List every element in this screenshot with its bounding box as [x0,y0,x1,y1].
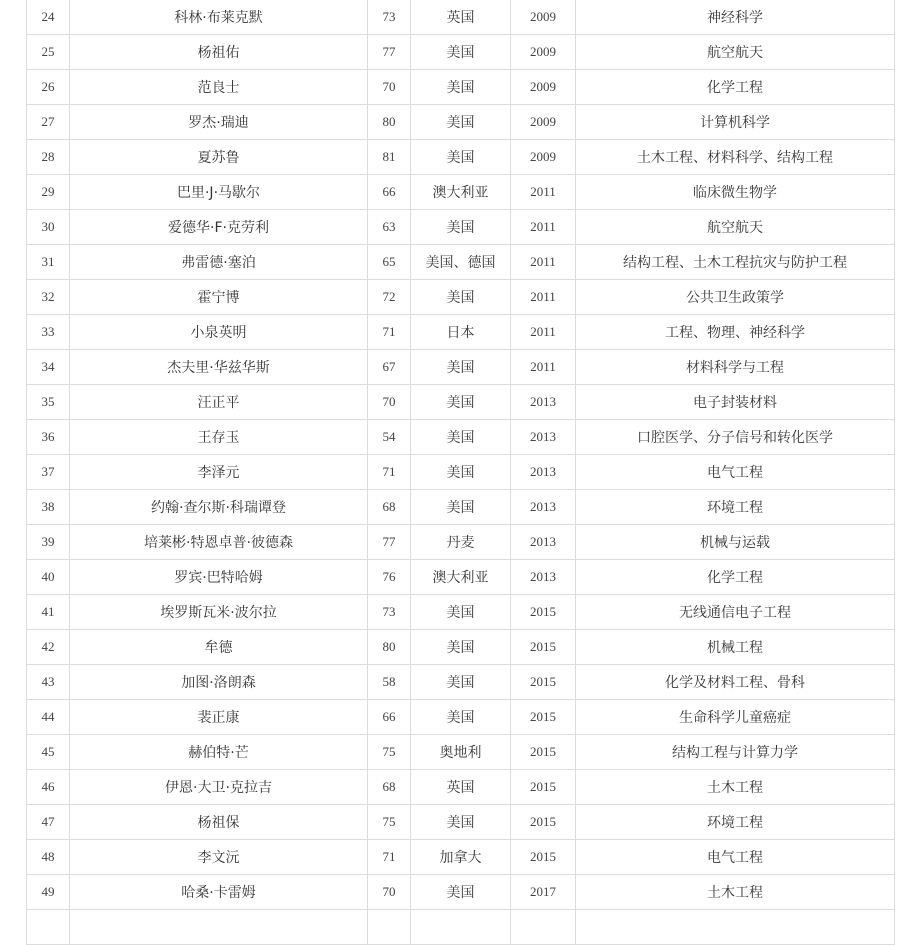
age-cell: 81 [368,140,411,175]
field-cell: 化学工程 [576,70,895,105]
name-cell: 汪正平 [70,385,368,420]
row-index-cell: 46 [27,770,70,805]
row-index-cell: 26 [27,70,70,105]
row-index-cell: 37 [27,455,70,490]
name-cell: 哈桑·卡雷姆 [70,875,368,910]
year-cell: 2009 [511,35,576,70]
country-cell: 美国 [411,700,511,735]
year-cell: 2015 [511,805,576,840]
age-cell: 70 [368,875,411,910]
country-cell: 美国 [411,805,511,840]
row-index-cell: 45 [27,735,70,770]
country-cell: 美国 [411,420,511,455]
field-cell: 土木工程 [576,770,895,805]
year-cell: 2015 [511,595,576,630]
year-cell: 2011 [511,210,576,245]
field-cell: 化学工程 [576,560,895,595]
year-cell: 2013 [511,420,576,455]
name-cell: 罗杰·瑞迪 [70,105,368,140]
name-cell: 范良士 [70,70,368,105]
field-cell: 机械工程 [576,630,895,665]
row-index-cell: 36 [27,420,70,455]
country-cell: 美国 [411,140,511,175]
age-cell: 80 [368,105,411,140]
name-cell: 巴里·J·马歇尔 [70,175,368,210]
year-cell: 2011 [511,350,576,385]
age-cell: 58 [368,665,411,700]
field-cell: 电子封装材料 [576,385,895,420]
year-cell: 2009 [511,0,576,35]
country-cell: 美国 [411,875,511,910]
year-cell: 2015 [511,840,576,875]
field-cell: 口腔医学、分子信号和转化医学 [576,420,895,455]
age-cell: 54 [368,420,411,455]
row-index-cell: 32 [27,280,70,315]
country-cell: 美国、德国 [411,245,511,280]
name-cell: 弗雷德·塞泊 [70,245,368,280]
table-row [27,420,895,455]
field-cell: 工程、物理、神经科学 [576,315,895,350]
name-cell: 李泽元 [70,455,368,490]
row-index-cell: 44 [27,700,70,735]
table-row [27,630,895,665]
field-cell: 生命科学儿童癌症 [576,700,895,735]
name-cell: 伊恩·大卫·克拉吉 [70,770,368,805]
name-cell: 杰夫里·华兹华斯 [70,350,368,385]
name-cell: 小泉英明 [70,315,368,350]
academicians-table [26,0,895,945]
name-cell: 王存玉 [70,420,368,455]
year-cell: 2015 [511,630,576,665]
year-cell: 2015 [511,735,576,770]
country-cell: 奥地利 [411,735,511,770]
table-row [27,805,895,840]
year-cell: 2013 [511,490,576,525]
age-cell: 66 [368,175,411,210]
row-index-cell: 33 [27,315,70,350]
country-cell: 美国 [411,350,511,385]
table-row [27,140,895,175]
year-cell: 2009 [511,140,576,175]
table-row [27,735,895,770]
field-cell: 电气工程 [576,840,895,875]
table-row [27,595,895,630]
table-row [27,770,895,805]
table-row [27,665,895,700]
table-row [27,455,895,490]
table-row [27,875,895,910]
country-cell: 美国 [411,70,511,105]
row-index-cell: 34 [27,350,70,385]
row-index-cell: 25 [27,35,70,70]
row-index-cell: 39 [27,525,70,560]
table-row [27,840,895,875]
year-cell: 2013 [511,560,576,595]
country-cell: 美国 [411,280,511,315]
table-row [27,35,895,70]
name-cell: 裴正康 [70,700,368,735]
country-cell [411,910,511,945]
field-cell: 临床微生物学 [576,175,895,210]
country-cell: 美国 [411,490,511,525]
age-cell: 68 [368,770,411,805]
age-cell: 72 [368,280,411,315]
field-cell: 结构工程、土木工程抗灾与防护工程 [576,245,895,280]
table-row [27,70,895,105]
year-cell: 2015 [511,700,576,735]
field-cell: 航空航天 [576,210,895,245]
age-cell: 70 [368,385,411,420]
name-cell: 罗宾·巴特哈姆 [70,560,368,595]
country-cell: 英国 [411,0,511,35]
row-index-cell: 43 [27,665,70,700]
row-index-cell: 29 [27,175,70,210]
country-cell: 美国 [411,35,511,70]
row-index-cell: 31 [27,245,70,280]
age-cell: 71 [368,455,411,490]
year-cell: 2013 [511,525,576,560]
age-cell: 80 [368,630,411,665]
country-cell: 美国 [411,210,511,245]
year-cell: 2015 [511,665,576,700]
field-cell [576,910,895,945]
year-cell [511,910,576,945]
field-cell: 电气工程 [576,455,895,490]
age-cell: 77 [368,525,411,560]
field-cell: 机械与运载 [576,525,895,560]
table-row [27,280,895,315]
table-row [27,210,895,245]
row-index-cell: 47 [27,805,70,840]
table-row [27,175,895,210]
country-cell: 日本 [411,315,511,350]
name-cell: 杨祖保 [70,805,368,840]
name-cell: 夏苏鲁 [70,140,368,175]
field-cell: 公共卫生政策学 [576,280,895,315]
name-cell: 埃罗斯瓦米·波尔拉 [70,595,368,630]
age-cell: 70 [368,70,411,105]
year-cell: 2013 [511,385,576,420]
academicians-table-container [26,0,894,945]
name-cell: 爱德华·F·克劳利 [70,210,368,245]
age-cell: 76 [368,560,411,595]
row-index-cell: 30 [27,210,70,245]
name-cell: 科林·布莱克默 [70,0,368,35]
row-index-cell: 42 [27,630,70,665]
age-cell: 68 [368,490,411,525]
table-row [27,315,895,350]
country-cell: 澳大利亚 [411,560,511,595]
row-index-cell: 49 [27,875,70,910]
age-cell: 67 [368,350,411,385]
name-cell: 约翰·查尔斯·科瑞谭登 [70,490,368,525]
table-row [27,560,895,595]
year-cell: 2011 [511,315,576,350]
table-row [27,525,895,560]
field-cell: 材料科学与工程 [576,350,895,385]
year-cell: 2011 [511,280,576,315]
age-cell: 75 [368,805,411,840]
country-cell: 美国 [411,105,511,140]
row-index-cell: 24 [27,0,70,35]
row-index-cell [27,910,70,945]
age-cell: 71 [368,315,411,350]
year-cell: 2009 [511,70,576,105]
field-cell: 计算机科学 [576,105,895,140]
age-cell: 66 [368,700,411,735]
country-cell: 美国 [411,385,511,420]
row-index-cell: 27 [27,105,70,140]
field-cell: 无线通信电子工程 [576,595,895,630]
field-cell: 土木工程、材料科学、结构工程 [576,140,895,175]
name-cell: 李文沅 [70,840,368,875]
table-row [27,0,895,35]
name-cell: 霍宁博 [70,280,368,315]
field-cell: 土木工程 [576,875,895,910]
field-cell: 结构工程与计算力学 [576,735,895,770]
name-cell: 杨祖佑 [70,35,368,70]
table-body [27,0,895,945]
table-row [27,385,895,420]
field-cell: 环境工程 [576,490,895,525]
row-index-cell: 35 [27,385,70,420]
table-row [27,910,895,945]
year-cell: 2011 [511,245,576,280]
country-cell: 美国 [411,455,511,490]
name-cell: 牟德 [70,630,368,665]
name-cell: 培莱彬·特恩卓普·彼德森 [70,525,368,560]
field-cell: 环境工程 [576,805,895,840]
year-cell: 2011 [511,175,576,210]
field-cell: 航空航天 [576,35,895,70]
age-cell [368,910,411,945]
table-row [27,490,895,525]
age-cell: 75 [368,735,411,770]
name-cell: 赫伯特·芒 [70,735,368,770]
table-row [27,700,895,735]
country-cell: 澳大利亚 [411,175,511,210]
row-index-cell: 38 [27,490,70,525]
age-cell: 77 [368,35,411,70]
country-cell: 加拿大 [411,840,511,875]
country-cell: 英国 [411,770,511,805]
name-cell [70,910,368,945]
age-cell: 71 [368,840,411,875]
field-cell: 神经科学 [576,0,895,35]
row-index-cell: 48 [27,840,70,875]
table-row [27,245,895,280]
row-index-cell: 28 [27,140,70,175]
year-cell: 2009 [511,105,576,140]
year-cell: 2017 [511,875,576,910]
year-cell: 2013 [511,455,576,490]
age-cell: 73 [368,0,411,35]
age-cell: 65 [368,245,411,280]
age-cell: 63 [368,210,411,245]
field-cell: 化学及材料工程、骨科 [576,665,895,700]
country-cell: 美国 [411,665,511,700]
country-cell: 美国 [411,595,511,630]
country-cell: 丹麦 [411,525,511,560]
row-index-cell: 40 [27,560,70,595]
country-cell: 美国 [411,630,511,665]
year-cell: 2015 [511,770,576,805]
row-index-cell: 41 [27,595,70,630]
table-row [27,350,895,385]
age-cell: 73 [368,595,411,630]
name-cell: 加图·洛朗森 [70,665,368,700]
table-row [27,105,895,140]
